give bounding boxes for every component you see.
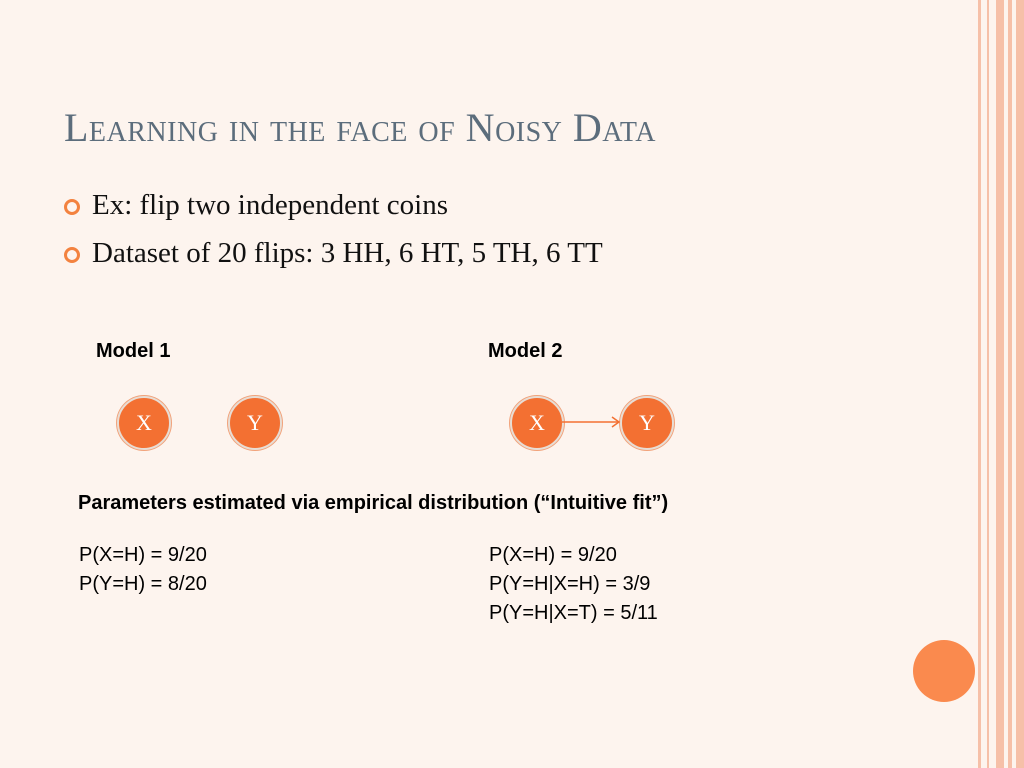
bullet-list	[62, 186, 603, 282]
bullet-icon	[64, 247, 80, 263]
dependency-arrow	[560, 412, 624, 432]
decorative-circle	[913, 640, 975, 702]
model-2-node-x: X	[510, 396, 564, 450]
parameter-line: P(Y=H|X=H) = 3/9	[489, 573, 651, 595]
bullet-item	[62, 234, 603, 282]
stripe	[987, 0, 989, 768]
model-2-parameters	[489, 541, 658, 628]
parameter-line: P(Y=H|X=T) = 5/11	[489, 602, 658, 624]
bullet-text: Ex: flip two independent coins	[92, 189, 448, 221]
stripe	[978, 0, 981, 768]
bullet-item	[62, 186, 603, 234]
bullet-text: Dataset of 20 flips: 3 HH, 6 HT, 5 TH, 6 TT	[92, 237, 603, 269]
model-1-node-y: Y	[228, 396, 282, 450]
model-1-node-x: X	[117, 396, 171, 450]
model-2-node-y: Y	[620, 396, 674, 450]
stripe	[1016, 0, 1024, 768]
model-1-parameters	[79, 541, 207, 599]
parameter-line: P(X=H) = 9/20	[489, 544, 617, 566]
model-1-label: Model 1	[96, 340, 171, 362]
parameters-heading: Parameters estimated via empirical distribution (“Intuitive fit”)	[78, 492, 669, 514]
decorative-stripes	[978, 0, 1024, 768]
model-2-label: Model 2	[488, 340, 563, 362]
stripe	[996, 0, 1004, 768]
parameter-line: P(Y=H) = 8/20	[79, 573, 207, 595]
bullet-icon	[64, 199, 80, 215]
parameter-line: P(X=H) = 9/20	[79, 544, 207, 566]
slide-title: Learning in the face of Noisy Data	[64, 105, 656, 150]
stripe	[1008, 0, 1012, 768]
